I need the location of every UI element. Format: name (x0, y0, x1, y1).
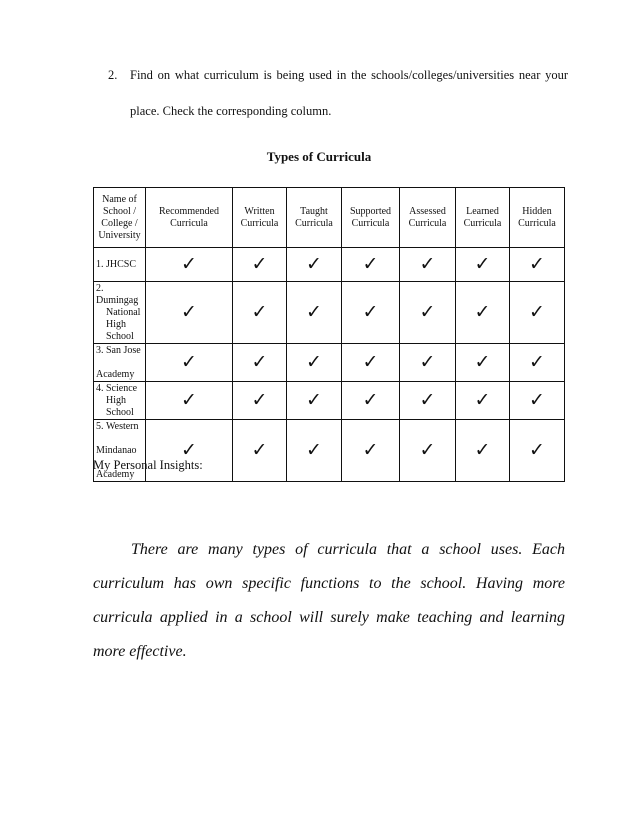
checkmark-icon: ✓ (362, 389, 379, 411)
header-school-line: School / (102, 205, 137, 217)
checkmark-icon: ✓ (251, 351, 268, 373)
checkmark-icon: ✓ (419, 439, 436, 461)
check-cell[interactable] (510, 248, 565, 282)
school-name-cell (94, 382, 146, 420)
school-name-line: Western (106, 421, 139, 432)
column-header (233, 188, 287, 248)
checkmark-icon: ✓ (529, 253, 545, 275)
check-cell[interactable] (233, 248, 287, 282)
table-body (94, 248, 565, 482)
school-name-line: School (106, 407, 134, 418)
checkmark-icon: ✓ (306, 389, 322, 411)
checkmark-icon: ✓ (181, 389, 197, 411)
column-header-line: Curricula (295, 217, 333, 229)
checkmark-icon: ✓ (529, 389, 545, 411)
checkmark-icon: ✓ (419, 253, 436, 275)
school-name-line: Science (106, 383, 138, 394)
check-cell[interactable] (342, 382, 400, 420)
checkmark-icon: ✓ (306, 351, 322, 373)
school-number: 2. (96, 283, 104, 294)
check-cell[interactable] (233, 382, 287, 420)
column-header (342, 188, 400, 248)
check-cell[interactable] (456, 420, 510, 482)
insights-paragraph: There are many types of curricula that a school uses. Each curriculum has own specific functions to the school. Having more curricula applied in a school will surely make teaching and learning more effective. (93, 541, 565, 660)
column-header-line: Curricula (240, 217, 279, 229)
checkmark-icon: ✓ (251, 301, 268, 323)
school-name-line: Academy (96, 369, 135, 380)
checkmark-icon: ✓ (419, 301, 436, 323)
column-header-line: Curricula (518, 217, 556, 229)
checkmark-icon: ✓ (419, 389, 436, 411)
question-line-2: place. Check the corresponding column. (130, 104, 332, 118)
column-header-line: Hidden (522, 205, 552, 217)
check-cell[interactable] (400, 382, 456, 420)
check-cell[interactable] (287, 248, 342, 282)
check-cell[interactable] (510, 282, 565, 344)
header-school-line: College / (101, 217, 138, 229)
checkmark-icon: ✓ (474, 253, 491, 275)
check-cell[interactable] (146, 344, 233, 382)
checkmark-icon: ✓ (251, 389, 268, 411)
checkmark-icon: ✓ (362, 253, 379, 275)
column-header (510, 188, 565, 248)
table-header-row (94, 188, 565, 248)
checkmark-icon: ✓ (181, 253, 197, 275)
column-header-line: Curricula (463, 217, 502, 229)
checkmark-icon: ✓ (362, 351, 379, 373)
header-school-name (94, 188, 146, 248)
question-line-1 (108, 68, 568, 83)
checkmark-icon: ✓ (181, 351, 197, 373)
school-name-line: High (106, 395, 126, 406)
school-number: 1. (96, 259, 104, 270)
check-cell[interactable] (400, 420, 456, 482)
check-cell[interactable] (400, 282, 456, 344)
checkmark-icon: ✓ (306, 439, 322, 461)
checkmark-icon: ✓ (529, 439, 545, 461)
check-cell[interactable] (146, 248, 233, 282)
school-name-line: JHCSC (106, 259, 137, 270)
column-header-line: Learned (466, 205, 499, 217)
check-cell[interactable] (510, 420, 565, 482)
column-header-line: Curricula (408, 217, 447, 229)
table-title: Types of Curricula (266, 149, 372, 164)
checkmark-icon: ✓ (529, 301, 545, 323)
school-number: 5. (96, 421, 104, 432)
school-name-line: San Jose (106, 345, 141, 356)
checkmark-icon: ✓ (251, 439, 268, 461)
check-cell[interactable] (233, 282, 287, 344)
column-header-line: Recommended (159, 205, 219, 217)
check-cell[interactable] (456, 382, 510, 420)
check-cell[interactable] (233, 420, 287, 482)
column-header (456, 188, 510, 248)
school-name-line: Dumingag (96, 295, 139, 306)
header-school-line: Name of (102, 193, 137, 205)
checkmark-icon: ✓ (529, 351, 545, 373)
column-header-line: Written (244, 205, 275, 217)
school-number: 3. (96, 345, 104, 356)
checkmark-icon: ✓ (474, 389, 491, 411)
column-header-line: Supported (349, 205, 392, 217)
table-row (94, 248, 565, 282)
question-text-1: Find on what curriculum is being used in the schools/colleges/universities near your (130, 68, 568, 82)
checkmark-icon: ✓ (251, 253, 268, 275)
checkmark-icon: ✓ (474, 439, 491, 461)
school-name-cell (94, 282, 146, 344)
column-header (287, 188, 342, 248)
question-number: 2. (108, 68, 118, 82)
checkmark-icon: ✓ (474, 351, 491, 373)
table-row (94, 344, 565, 382)
check-cell[interactable] (510, 382, 565, 420)
checkmark-icon: ✓ (362, 301, 379, 323)
check-cell[interactable] (233, 344, 287, 382)
check-cell[interactable] (146, 282, 233, 344)
school-name-cell (94, 344, 146, 382)
checkmark-icon: ✓ (181, 301, 197, 323)
school-name-line: Mindanao (96, 445, 137, 456)
check-cell[interactable] (456, 282, 510, 344)
table-row (94, 282, 565, 344)
check-cell[interactable] (287, 282, 342, 344)
school-name-line: Academy (96, 469, 135, 480)
table-row (94, 382, 565, 420)
checkmark-icon: ✓ (419, 351, 436, 373)
check-cell[interactable] (287, 382, 342, 420)
check-cell[interactable] (342, 282, 400, 344)
check-cell[interactable] (456, 344, 510, 382)
curricula-table (93, 187, 565, 482)
check-cell[interactable] (510, 344, 565, 382)
check-cell[interactable] (287, 420, 342, 482)
column-header-line: Curricula (351, 217, 390, 229)
check-cell[interactable] (400, 344, 456, 382)
check-cell[interactable] (146, 382, 233, 420)
school-number: 4. (96, 383, 104, 394)
insights-heading: My Personal Insights: (93, 458, 203, 472)
column-header-line: Assessed (409, 205, 446, 217)
column-header (400, 188, 456, 248)
checkmark-icon: ✓ (306, 301, 322, 323)
school-name-line: National (106, 307, 141, 318)
school-name-line: School (106, 331, 134, 342)
check-cell[interactable] (456, 248, 510, 282)
check-cell[interactable] (342, 248, 400, 282)
header-school-line: University (98, 229, 141, 241)
checkmark-icon: ✓ (181, 439, 197, 461)
check-cell[interactable] (342, 420, 400, 482)
checkmark-icon: ✓ (474, 301, 491, 323)
column-header (146, 188, 233, 248)
column-header-line: Taught (300, 205, 328, 217)
column-header-line: Curricula (170, 217, 208, 229)
school-name-cell (94, 248, 146, 282)
check-cell[interactable] (287, 344, 342, 382)
check-cell[interactable] (342, 344, 400, 382)
checkmark-icon: ✓ (306, 253, 322, 275)
check-cell[interactable] (400, 248, 456, 282)
checkmark-icon: ✓ (362, 439, 379, 461)
school-name-line: High (106, 319, 126, 330)
